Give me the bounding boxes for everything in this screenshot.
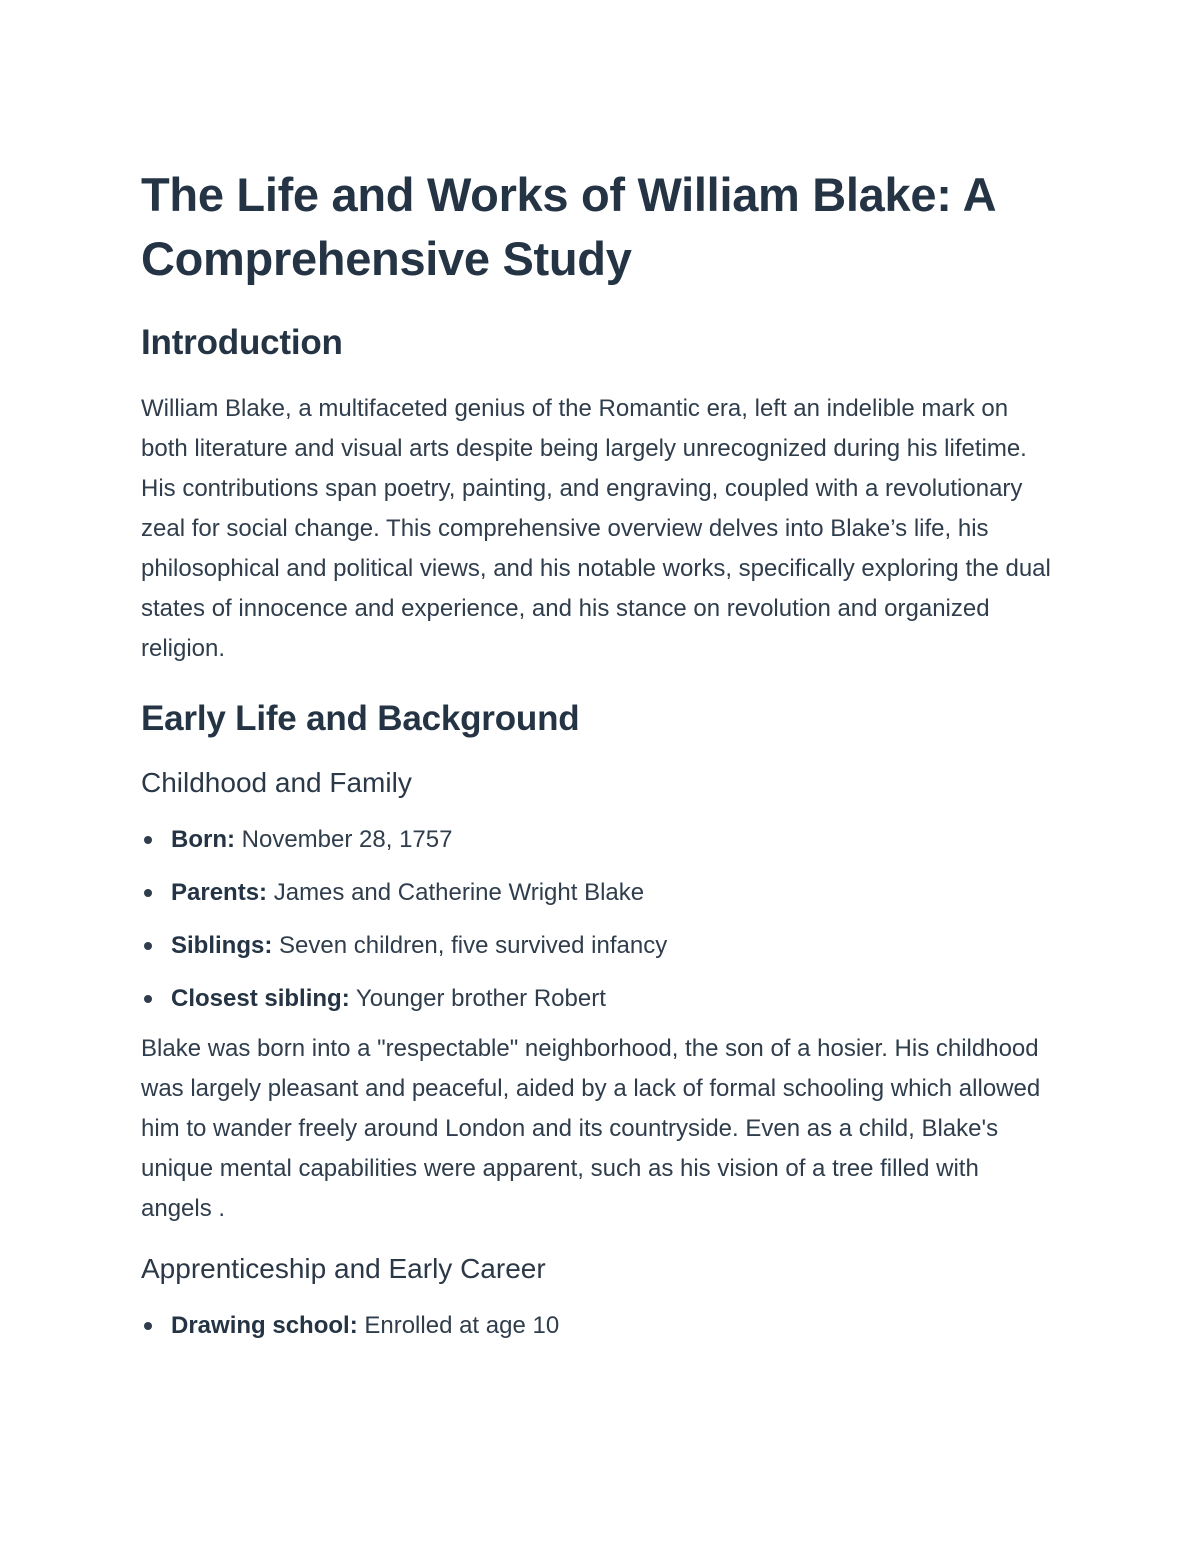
list-item-label: Born: [171,826,235,853]
list-item-value: James and Catherine Wright Blake [273,879,645,906]
list-item-value: Enrolled at age 10 [364,1312,560,1339]
list-item-value: November 28, 1757 [241,826,453,853]
list-item-label: Drawing school: [171,1312,358,1339]
list-item [141,982,1051,1015]
section-heading-early-life: Early Life and Background [141,699,580,738]
list-item [141,823,1051,856]
list-item [141,876,1051,909]
subsection-heading-apprenticeship: Apprenticeship and Early Career [141,1253,546,1284]
subsection-heading-childhood: Childhood and Family [141,767,412,798]
apprenticeship-facts-list [141,1309,1051,1342]
document-page [141,163,1051,1342]
list-item-label: Parents: [171,879,268,906]
list-item-label: Siblings: [171,932,273,959]
list-item-value: Younger brother Robert [355,985,606,1012]
list-item-value: Seven children, five survived infancy [279,932,668,959]
list-item [141,929,1051,962]
list-item-label: Closest sibling: [171,985,350,1012]
document-title: The Life and Works of William Blake: A Comprehensive Study [141,168,995,285]
section-heading-introduction: Introduction [141,323,343,362]
childhood-facts-list [141,823,1051,1015]
list-item [141,1309,1051,1342]
introduction-paragraph: William Blake, a multifaceted genius of the Romantic era, left an indelible mark on both literature and visual arts despite being largely unrecognized during his lifetime. His contributions span poetry, painting, and engraving, coupled with a revolutionary zeal for social change. This comprehensive overview delves into Blake’s life, his philosophical and political views, and his notable works, specifically exploring the dual states of innocence and experience, and his stance on revolution and organized religion. [141,395,1051,662]
childhood-paragraph: Blake was born into a "respectable" neighborhood, the son of a hosier. His childhood was largely pleasant and peaceful, aided by a lack of formal schooling which allowed him to wander freely around London and its countryside. Even as a child, Blake's unique mental capabilities were apparent, such as his vision of a tree filled with angels . [141,1035,1041,1222]
